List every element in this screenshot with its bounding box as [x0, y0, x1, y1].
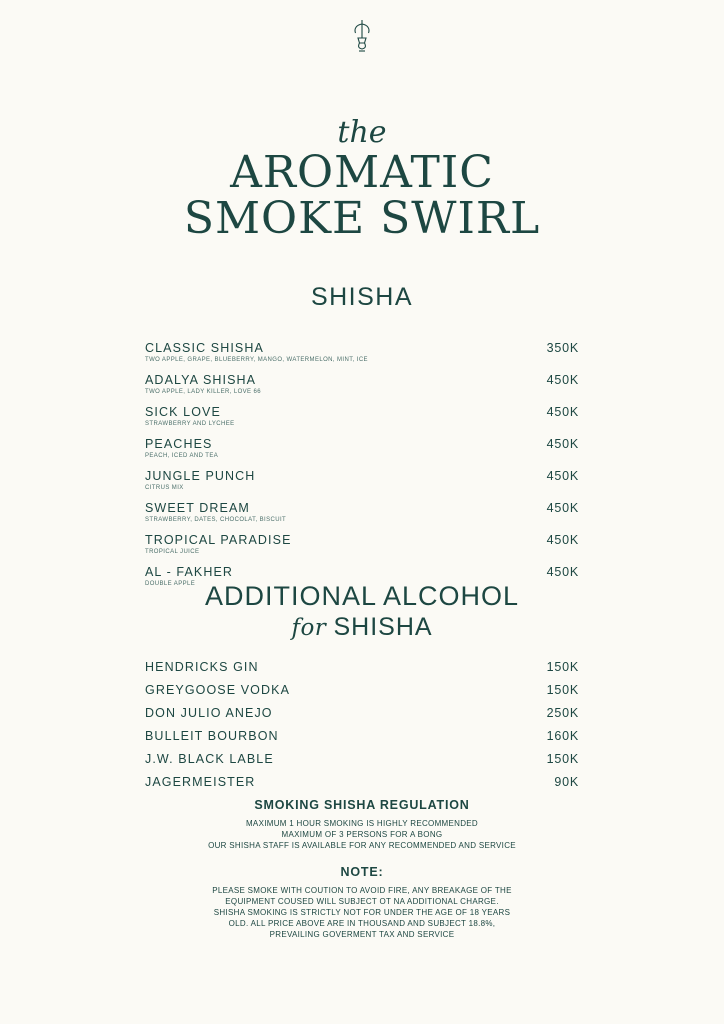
item-price: 350K [546, 341, 579, 355]
item-description: PEACH, ICED AND TEA [145, 453, 219, 459]
item-price: 450K [546, 501, 579, 515]
alcohol-item-list [145, 660, 579, 798]
item-price: 450K [546, 469, 579, 483]
item-price: 90K [554, 775, 579, 789]
note-block [0, 865, 724, 940]
item-name: AL - FAKHER [145, 565, 234, 579]
item-name: JUNGLE PUNCH [145, 469, 256, 483]
item-name: GREYGOOSE VODKA [145, 683, 291, 697]
list-item [145, 533, 579, 555]
item-price: 150K [546, 752, 579, 766]
item-price: 450K [546, 405, 579, 419]
item-price: 250K [546, 706, 579, 720]
note-line: PREVAILING GOVERMENT TAX AND SERVICE [269, 930, 455, 939]
note-line: PLEASE SMOKE WITH COUTION TO AVOID FIRE, ANY BREAKAGE OF THE [212, 886, 512, 895]
item-name: SICK LOVE [145, 405, 221, 419]
list-item [145, 660, 579, 674]
note-line: OLD. ALL PRICE ABOVE ARE IN THOUSAND AND SUBJECT 18.8%, [228, 919, 496, 928]
item-description: TWO APPLE, LADY KILLER, LOVE 66 [145, 389, 262, 395]
hookah-icon [349, 39, 375, 56]
list-item [145, 341, 579, 363]
list-item [145, 373, 579, 395]
title-main [0, 147, 724, 244]
item-description: CITRUS MIX [145, 485, 184, 491]
list-item [145, 775, 579, 789]
ornament [0, 18, 724, 57]
list-item [145, 437, 579, 459]
item-description: DOUBLE APPLE [145, 581, 196, 587]
section-heading-alcohol [0, 580, 724, 643]
item-price: 450K [546, 437, 579, 451]
item-name: JAGERMEISTER [145, 775, 256, 789]
item-description: STRAWBERRY, DATES, CHOCOLAT, BISCUIT [145, 517, 287, 523]
title-line-2: SMOKE SWIRL [183, 193, 541, 244]
list-item [145, 752, 579, 766]
item-price: 150K [546, 683, 579, 697]
shisha-item-list [145, 341, 579, 597]
item-name: CLASSIC SHISHA [145, 341, 264, 355]
list-item [145, 405, 579, 427]
list-item [145, 683, 579, 697]
list-item [145, 706, 579, 720]
regulation-line: MAXIMUM OF 3 PERSONS FOR A BONG [281, 830, 443, 839]
alcohol-heading-word: SHISHA [333, 613, 433, 641]
section-heading-shisha: SHISHA [310, 283, 414, 311]
note-line: SHISHA SMOKING IS STRICTLY NOT FOR UNDER THE AGE OF 18 YEARS [213, 908, 511, 917]
item-name: HENDRICKS GIN [145, 660, 259, 674]
item-name: SWEET DREAM [145, 501, 250, 515]
item-description: STRAWBERRY AND LYCHEE [145, 421, 235, 427]
note-line: EQUIPMENT COUSED WILL SUBJECT OT NA ADDITIONAL CHARGE. [225, 897, 499, 906]
item-description: TROPICAL JUICE [145, 549, 200, 555]
item-description: TWO APPLE, GRAPE, BLUEBERRY, MANGO, WATERMELON, MINT, ICE [145, 357, 368, 363]
alcohol-heading-for: for [291, 615, 327, 641]
item-price: 450K [546, 565, 579, 579]
item-price: 450K [546, 533, 579, 547]
regulation-line: OUR SHISHA STAFF IS AVAILABLE FOR ANY RECOMMENDED AND SERVICE [208, 841, 516, 850]
alcohol-heading-line1: ADDITIONAL ALCOHOL [204, 581, 520, 611]
item-price: 160K [546, 729, 579, 743]
regulation-title: SMOKING SHISHA REGULATION [254, 798, 470, 812]
list-item [145, 501, 579, 523]
item-name: BULLEIT BOURBON [145, 729, 279, 743]
regulation-line: MAXIMUM 1 HOUR SMOKING IS HIGHLY RECOMMENDED [245, 819, 479, 828]
title-line-1: AROMATIC [230, 147, 494, 198]
item-name: ADALYA SHISHA [145, 373, 257, 387]
list-item [145, 469, 579, 491]
note-title: NOTE: [340, 865, 384, 879]
title-the: the [337, 115, 387, 150]
item-name: TROPICAL PARADISE [145, 533, 292, 547]
item-name: PEACHES [145, 437, 213, 451]
item-name: J.W. BLACK LABLE [145, 752, 274, 766]
item-price: 150K [546, 660, 579, 674]
regulation-block [0, 798, 724, 851]
item-price: 450K [546, 373, 579, 387]
list-item [145, 729, 579, 743]
item-name: DON JULIO ANEJO [145, 706, 273, 720]
menu-title [0, 115, 724, 244]
